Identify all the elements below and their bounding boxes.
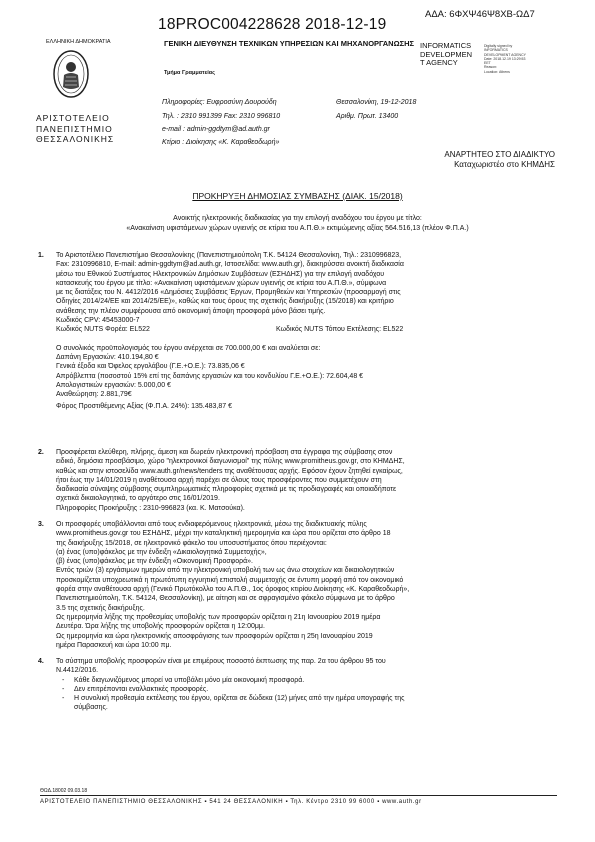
text-line: Ν.4412/2016. xyxy=(56,667,99,675)
footer-address: ΑΡΙΣΤΟΤΕΛΕΙΟ ΠΑΝΕΠΙΣΤΗΜΙΟ ΘΕΣΣΑΛΟΝΙΚΗΣ ▪ 541 24 ΘΕΣΣΑΛΟΝΙΚΗ ▪ Τηλ. Κέντρο 2310 99 6000 ▪ www.auth.gr xyxy=(40,799,422,805)
text-line: 3.5 της σχετικής διακήρυξης. xyxy=(56,604,145,612)
department-label: Τμήμα Γραμματείας xyxy=(164,70,215,76)
agency-line: INFORMATICS xyxy=(420,41,472,50)
nuts-place-code: Κωδικός NUTS Τόπου Εκτέλεσης: EL522 xyxy=(276,326,404,334)
cpv-code: Κωδικός CPV: 45453000-7 xyxy=(56,317,140,325)
cost-line: Απολογιστικών εργασιών: 5.000,00 € xyxy=(56,381,171,389)
date-place: Θεσσαλονίκη, 19-12-2018 xyxy=(336,99,417,106)
text-line: Fax: 2310996810, E-mail: admin-ggdtym@ad.auth.gr, Ιστοσελίδα: www.auth.gr), διακηρύσσει ανοικτή διαδικασία xyxy=(56,261,404,269)
text-line: ημέρα Παρασκευή και ώρα 10:00 πμ. xyxy=(56,641,172,649)
text-line: (α) ένας (υπο)φάκελος με την ένδειξη «Δικαιολογητικά Συμμετοχής», xyxy=(56,548,267,556)
cost-line: Απρόβλεπτα (ποσοστού 15% επί της δαπάνης εργασιών και του κονδυλίου Γ.Ε.+Ο.Ε.): 72.604,48 € xyxy=(56,372,364,380)
university-crest-icon xyxy=(52,49,90,99)
signature-line: Reason: xyxy=(484,65,498,70)
signature-line: INFORMATICS xyxy=(484,48,508,53)
university-name-line: ΘΕΣΣΑΛΟΝΙΚΗΣ xyxy=(36,134,115,144)
bullet-item: Δεν επιτρέπονται εναλλακτικές προσφορές. xyxy=(74,685,209,693)
ada-code: ΑΔΑ: 6ΦΧΨ46Ψ8ΧΒ-ΩΔ7 xyxy=(425,9,535,20)
budget-intro: Ο συνολικός προϋπολογισμός του έργου ανέρχεται σε 700.000,00 € και αναλύεται σε: xyxy=(56,344,321,352)
section-number: 1. xyxy=(38,252,44,259)
text-line: Πληροφορίες Προκήρυξης : 2310-996823 (κα. Κ. Ματσούκα). xyxy=(56,504,245,512)
text-line: διαδικασία σύναψης σύμβασης συμπληρωματικές πληροφορίες σχετικά με τις προδιαγραφές και οποιαδήποτε xyxy=(56,486,397,494)
form-code: ΘΩΔ.18002 09.03.18 xyxy=(40,788,88,794)
text-line: Εντός τριών (3) εργάσιμων ημερών από την ηλεκτρονική υποβολή των ως άνω στοιχείων και δικαιολογητικών xyxy=(56,567,395,575)
text-line: Οι προσφορές υποβάλλονται από τους ενδιαφερόμενους ηλεκτρονικά, μέσω της διαδικτυακής πύλης xyxy=(56,521,367,528)
text-line: www.promitheus.gov.gr του ΕΣΗΔΗΣ, μέχρι την καταληκτική ημερομηνία και ώρα που ορίζεται στο άρθρο 18 xyxy=(56,530,391,538)
section-2-text xyxy=(56,448,556,513)
section-number: 3. xyxy=(38,521,44,528)
cost-line: Αναθεώρηση: 2.881,79€ xyxy=(56,391,132,399)
directorate-title: ΓΕΝΙΚΗ ΔΙΕΥΘΥΝΣΗ ΤΕΧΝΙΚΩΝ ΥΠΗΡΕΣΙΩΝ ΚΑΙ ΜΗΧΑΝΟΡΓΑΝΩΣΗΣ xyxy=(164,39,414,48)
text-line: Ως ημερομηνία και ώρα ηλεκτρονικής αποσφράγισης των προσφορών ορίζεται η 25η Ιανουαρίου 2019 xyxy=(56,632,373,640)
info-phone: Τηλ. : 2310 991399 Fax: 2310 996810 xyxy=(162,113,281,120)
bullet-icon: - xyxy=(62,676,65,684)
signature-line: Location: Athens xyxy=(484,69,510,74)
info-name: Πληροφορίες: Ευφροσύνη Δουρούδη xyxy=(162,99,277,106)
university-name-line: ΑΡΙΣΤΟΤΕΛΕΙΟ xyxy=(36,113,110,123)
digital-signature-details xyxy=(484,44,526,74)
text-line: Δευτέρα. Ώρα λήξης της υποβολής προσφορών ορίζεται η 12:00μμ. xyxy=(56,623,265,631)
section-1-text xyxy=(56,251,556,412)
info-building: Κτίριο : Διοίκησης «Κ. Καραθεοδωρή» xyxy=(162,139,280,146)
text-line: Προσφέρεται ελεύθερη, πλήρης, άμεση και δωρεάν ηλεκτρονική πρόσβαση στα έγγραφα της σύμβασης στον xyxy=(56,449,393,456)
agency-line: T AGENCY xyxy=(420,58,458,67)
intro-line: Ανοικτής ηλεκτρονικής διαδικασίας για την επιλογή αναδόχου του έργου με τίτλο: xyxy=(173,215,422,222)
text-line: κατασκευής του έργου με τίτλο: «Ανακαίνιση υφιστάμενων χώρων υγιεινής σε κτίρια του Α.Π.Θ.», σύμφωνα xyxy=(56,279,387,287)
text-line: μέσω του Εθνικού Συστήματος Ηλεκτρονικών Δημόσιων Συμβάσεων (ΕΣΗΔΗΣ) για την επιλογή αναδόχου xyxy=(56,270,385,278)
text-line: Ως ημερομηνία λήξης της προθεσμίας υποβολής των προσφορών ορίζεται η 21η Ιανουαρίου 2019 ημέρα xyxy=(56,613,381,621)
section-3-text xyxy=(56,520,556,650)
text-line: ειδικό, δημόσια προσβάσιμο, χώρο "ηλεκτρονικοί διαγωνισμοί" της πύλης www.promitheus.gov.gr, στο ΚΗΜΔΗΣ, xyxy=(56,458,405,466)
bullet-icon: - xyxy=(62,685,65,693)
text-line: φορέα στην αναθέτουσα αρχή (Γενικό Πρωτόκολλο του Α.Π.Θ., 1ος όροφος κτιρίου Διοίκησης «Κ. Καραθεοδωρή», xyxy=(56,586,410,594)
text-line: με τις διατάξεις του Ν. 4412/2016 «Δημόσιες Συμβάσεις Έργων, Προμηθειών και Υπηρεσιών (προσαρμογή στις xyxy=(56,289,401,297)
text-line: σχετικά δικαιολογητικά, το αργότερο στις 16/01/2019. xyxy=(56,495,220,503)
text-line: Πανεπιστημιούπολη, Τ.Κ. 54124, Θεσσαλονίκη), με αίτηση και σε σφραγισμένο φάκελο σύμφωνα με το άρθρο xyxy=(56,595,395,603)
signer-name xyxy=(420,42,472,68)
cost-line: Γενικά έξοδα και Όφελος εργολάβου (Γ.Ε.+Ο.Ε.): 73.835,06 € xyxy=(56,363,245,371)
country-label: ΕΛΛΗΝΙΚΗ ΔΗΜΟΚΡΑΤΙΑ xyxy=(46,39,111,45)
bullet-item: σύμβασης. xyxy=(74,704,108,712)
text-line: καθώς και στην ιστοσελίδα www.auth.gr/news/tenders της αναθέτουσας αρχής. Εφόσον έχουν ζητηθεί εγκαίρως, xyxy=(56,467,403,475)
intro-line: «Ανακαίνιση υφιστάμενων χώρων υγιεινής σε κτίρια του Α.Π.Θ.» εκτιμώμενης αξίας 564.516,13 (πλέον Φ.Π.Α.) xyxy=(126,224,469,232)
bullet-icon: - xyxy=(62,695,65,703)
bullet-item: Κάθε διαγωνιζόμενος μπορεί να υποβάλει μόνο μία οικονομική προσφορά. xyxy=(74,676,305,684)
page-title: ΠΡΟΚΗΡΥΞΗ ΔΗΜΟΣΙΑΣ ΣΥΜΒΑΣΗΣ (ΔΙΑΚ. 15/2018) xyxy=(192,191,403,201)
section-number: 4. xyxy=(38,658,44,665)
cost-line: Φόρος Προστιθέμενης Αξίας (Φ.Π.Α. 24%): 135.483,87 € xyxy=(56,403,232,411)
bullet-item: Η συνολική προθεσμία εκτέλεσης του έργου, ορίζεται σε δώδεκα (12) μήνες από την ημέρα υπογραφής της xyxy=(74,695,405,703)
info-email: e-mail : admin-ggdtym@ad.auth.gr xyxy=(162,126,270,133)
section-number: 2. xyxy=(38,449,44,456)
text-line: ανάθεσης την πλέον συμφέρουσα από οικονομική άποψη προσφορά μόνο βάσει τιμής. xyxy=(56,307,326,315)
signature-line: Date: 2018.12.19 13:29:53 xyxy=(484,56,526,61)
text-line: Οδηγίες 2014/24/ΕΕ και 2014/25/ΕΕ)», καθώς και τους όρους της σχετικής διακήρυξης (15/2018) και κριτήριο xyxy=(56,298,394,306)
text-line: ήτοι έως την 14/01/2019 η αναθέτουσα αρχή παρέχει σε όλους τους προσφέροντες που συμμετέχουν στη xyxy=(56,476,382,484)
section-4-text xyxy=(56,657,556,713)
document-code: 18PROC004228628 2018-12-19 xyxy=(158,16,387,33)
register-kimdis-note: Καταχωριστέο στο ΚΗΜΔΗΣ xyxy=(454,160,555,169)
footer-divider xyxy=(40,795,557,796)
post-online-note: ΑΝΑΡΤΗΤΕΟ ΣΤΟ ΔΙΑΔΙΚΤΥΟ xyxy=(444,150,555,159)
text-line: προσκομίζεται υποχρεωτικά η πρωτότυπη εγγυητική επιστολή συμμετοχής σε έντυπη μορφή από τον οικονομικό xyxy=(56,576,404,584)
text-line: (β) ένας (υπο)φάκελος με την ένδειξη «Οικονομική Προσφορά». xyxy=(56,558,253,566)
cost-line: Δαπάνη Εργασιών: 410.194,80 € xyxy=(56,353,159,361)
university-name-line: ΠΑΝΕΠΙΣΤΗΜΙΟ xyxy=(36,123,113,134)
nuts-body-code: Κωδικός NUTS Φορέα: EL522 xyxy=(56,326,150,334)
signature-line: EET xyxy=(484,61,491,66)
text-line: Το Αριστοτέλειο Πανεπιστήμιο Θεσσαλονίκης (Πανεπιστημιούπολη Τ.Κ. 54124 Θεσσαλονίκη, Τηλ.: 2310996823, xyxy=(56,252,402,259)
protocol-number: Αριθμ. Πρωτ. 13400 xyxy=(336,113,399,120)
agency-line: DEVELOPMEN xyxy=(420,49,473,59)
text-line: της διακήρυξης 15/2018, σε ηλεκτρονικό φάκελο του υποσυστήματος όπου περιέχονται: xyxy=(56,539,327,547)
signature-line: Digitally signed by xyxy=(484,44,513,48)
signature-line: DEVELOPMENT AGENCY xyxy=(484,52,526,57)
text-line: Το σύστημα υποβολής προσφορών είναι με επιμέρους ποσοστό έκπτωσης της παρ. 2α του άρθρου 95 του xyxy=(56,658,386,665)
